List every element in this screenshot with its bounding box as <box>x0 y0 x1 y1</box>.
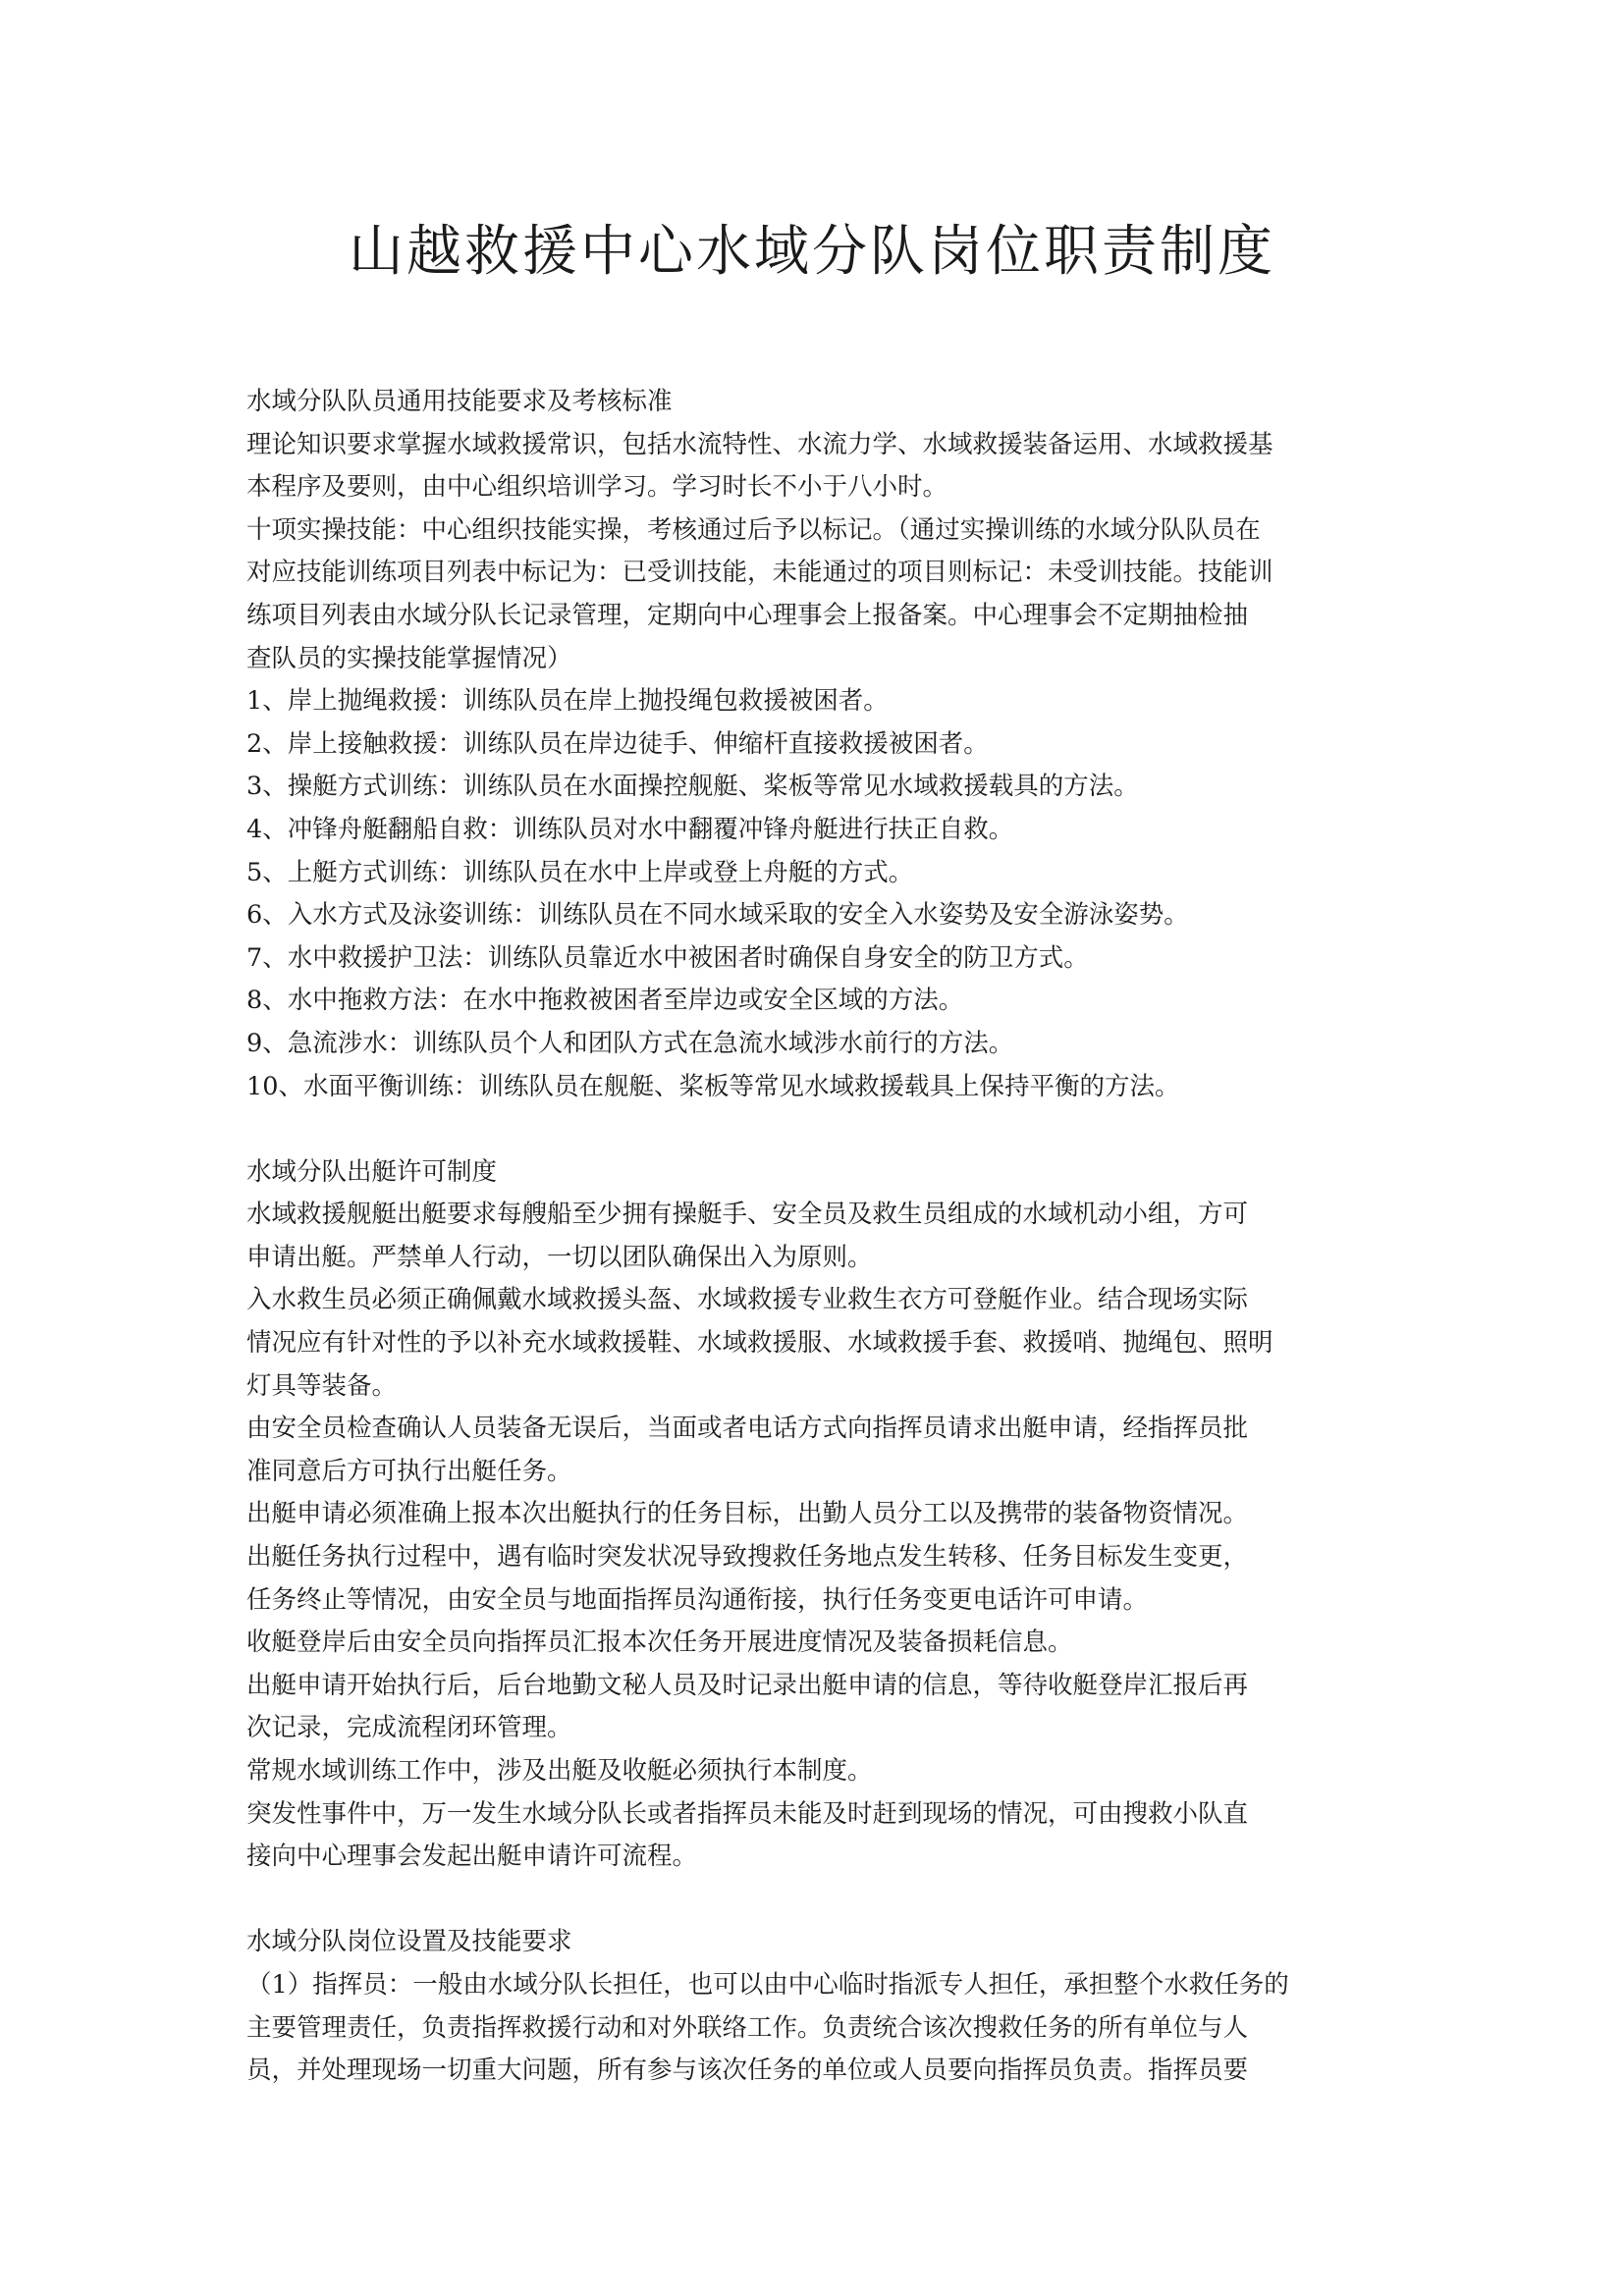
text-line: 练项目列表由水域分队长记录管理，定期向中心理事会上报备案。中心理事会不定期抽检抽 <box>246 600 1249 630</box>
text-line: 次记录，完成流程闭环管理。 <box>246 1713 572 1743</box>
text-line: 准同意后方可执行出艇任务。 <box>246 1456 572 1486</box>
text-line: 6、入水方式及泳姿训练：训练队员在不同水域采取的安全入水姿势及安全游泳姿势。 <box>246 900 1189 931</box>
text-line: 7、水中救援护卫法：训练队员靠近水中被困者时确保自身安全的防卫方式。 <box>246 942 1089 973</box>
text-line: 主要管理责任，负责指挥救援行动和对外联络工作。负责统合该次搜救任务的所有单位与人 <box>246 2012 1249 2043</box>
paragraph-gap <box>246 1879 1393 1922</box>
text-line: 出艇申请必须准确上报本次出艇执行的任务目标，出勤人员分工以及携带的装备物资情况。 <box>246 1499 1249 1529</box>
text-line: 出艇任务执行过程中，遇有临时突发状况导致搜救任务地点发生转移、任务目标发生变更， <box>246 1542 1249 1573</box>
text-line: 水域分队队员通用技能要求及考核标准 <box>246 387 673 416</box>
text-line: （1）指挥员：一般由水域分队长担任，也可以由中心临时指派专人担任，承担整个水救任务的 <box>246 1969 1289 2000</box>
text-line: 突发性事件中，万一发生水域分队长或者指挥员未能及时赶到现场的情况，可由搜救小队直 <box>246 1798 1249 1829</box>
text-line: 任务终止等情况，由安全员与地面指挥员沟通衔接，执行任务变更电话许可申请。 <box>246 1584 1149 1615</box>
text-line: 申请出艇。严禁单人行动，一切以团队确保出入为原则。 <box>246 1242 873 1272</box>
text-line: 3、操艇方式训练：训练队员在水面操控舰艇、桨板等常见水域救援载具的方法。 <box>246 772 1139 802</box>
text-line: 出艇申请开始执行后，后台地勤文秘人员及时记录出艇申请的信息，等待收艇登岸汇报后再 <box>246 1670 1249 1700</box>
text-line: 十项实操技能：中心组织技能实操，考核通过后予以标记。（通过实操训练的水域分队队员在 <box>246 514 1261 545</box>
document-title: 山越救援中心水域分队岗位职责制度 <box>349 220 1275 284</box>
text-line: 入水救生员必须正确佩戴水域救援头盔、水域救援专业救生衣方可登艇作业。结合现场实际 <box>246 1285 1249 1315</box>
text-line: 水域分队岗位设置及技能要求 <box>246 1927 572 1957</box>
text-line: 对应技能训练项目列表中标记为：已受训技能，未能通过的项目则标记：未受训技能。技能训 <box>246 558 1273 588</box>
document-body <box>246 381 1393 2093</box>
text-line: 1、岸上抛绳救援：训练队员在岸上抛投绳包救援被困者。 <box>246 686 889 717</box>
text-line: 4、冲锋舟艇翻船自救：训练队员对水中翻覆冲锋舟艇进行扶正自救。 <box>246 814 1014 844</box>
text-line: 查队员的实操技能掌握情况） <box>246 643 572 673</box>
paragraph-gap <box>246 1108 1393 1151</box>
text-line: 9、急流涉水：训练队员个人和团队方式在急流水域涉水前行的方法。 <box>246 1028 1014 1058</box>
text-line: 水域救援舰艇出艇要求每艘船至少拥有操艇手、安全员及救生员组成的水域机动小组，方可 <box>246 1200 1249 1230</box>
text-line: 本程序及要则，由中心组织培训学习。学习时长不小于八小时。 <box>246 472 948 503</box>
text-line: 常规水域训练工作中，涉及出艇及收艇必须执行本制度。 <box>246 1756 873 1786</box>
text-line: 10、水面平衡训练：训练队员在舰艇、桨板等常见水域救援载具上保持平衡的方法。 <box>246 1071 1180 1101</box>
text-line: 员，并处理现场一切重大问题，所有参与该次任务的单位或人员要向指挥员负责。指挥员要 <box>246 2056 1249 2086</box>
text-line: 8、水中拖救方法：在水中拖救被困者至岸边或安全区域的方法。 <box>246 986 964 1016</box>
text-line: 收艇登岸后由安全员向指挥员汇报本次任务开展进度情况及装备损耗信息。 <box>246 1628 1073 1658</box>
text-line: 水域分队出艇许可制度 <box>246 1156 498 1187</box>
text-line: 5、上艇方式训练：训练队员在水中上岸或登上舟艇的方式。 <box>246 857 914 887</box>
text-line: 灯具等装备。 <box>246 1370 398 1401</box>
text-line: 由安全员检查确认人员装备无误后，当面或者电话方式向指挥员请求出艇申请，经指挥员批 <box>246 1414 1249 1444</box>
text-line: 2、岸上接触救援：训练队员在岸边徒手、伸缩杆直接救援被困者。 <box>246 728 989 759</box>
text-line: 接向中心理事会发起出艇申请许可流程。 <box>246 1842 698 1872</box>
text-line: 情况应有针对性的予以补充水域救援鞋、水域救援服、水域救援手套、救援哨、抛绳包、照明 <box>246 1328 1273 1359</box>
text-line: 理论知识要求掌握水域救援常识，包括水流特性、水流力学、水域救援装备运用、水域救援基 <box>246 429 1273 459</box>
